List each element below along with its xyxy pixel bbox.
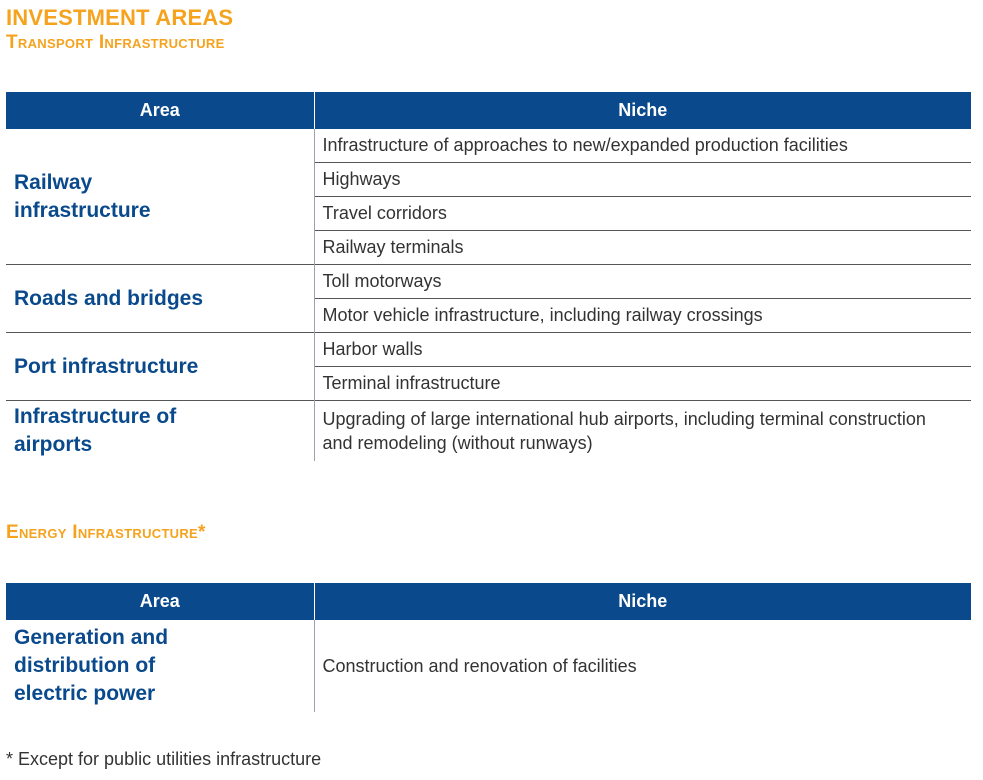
table-row: [6, 129, 971, 163]
niche-cell: Construction and renovation of facilities: [322, 655, 637, 676]
niche-cell: Highways: [314, 163, 971, 197]
area-cell: Railway infrastructure: [6, 129, 314, 265]
energy-section-title: Energy Infrastructure*: [6, 522, 206, 543]
table-row: [6, 620, 971, 712]
transport-section-title: Transport Infrastructure: [6, 32, 225, 53]
niche-cell: Harbor walls: [314, 333, 971, 367]
niche-cell: Toll motorways: [314, 265, 971, 299]
table-row: [6, 265, 971, 299]
column-header-niche: Niche: [314, 92, 971, 129]
column-header-niche: Niche: [314, 583, 971, 620]
niche-cell: Railway terminals: [314, 231, 971, 265]
area-cell: Port infrastructure: [6, 333, 314, 401]
table-header-row: [6, 583, 971, 620]
transport-table: [6, 92, 971, 461]
energy-table: [6, 583, 971, 712]
table-row: [6, 333, 971, 367]
niche-cell: Upgrading of large international hub airports, including terminal construction and remodeling (without runways): [314, 401, 971, 462]
niche-cell: Travel corridors: [314, 197, 971, 231]
page-title: INVESTMENT AREAS: [6, 5, 234, 30]
column-header-area: Area: [6, 583, 314, 620]
table-row: [6, 401, 971, 462]
area-cell: Infrastructure of airports: [6, 401, 314, 462]
niche-cell: Motor vehicle infrastructure, including railway crossings: [314, 299, 971, 333]
footnote: * Except for public utilities infrastructure: [6, 749, 322, 769]
area-cell: Roads and bridges: [6, 265, 314, 333]
table-header-row: [6, 92, 971, 129]
column-header-area: Area: [6, 92, 314, 129]
niche-cell: Terminal infrastructure: [314, 367, 971, 401]
area-cell: Generation and distribution of electric power: [6, 620, 314, 712]
niche-cell: Infrastructure of approaches to new/expanded production facilities: [322, 135, 848, 155]
